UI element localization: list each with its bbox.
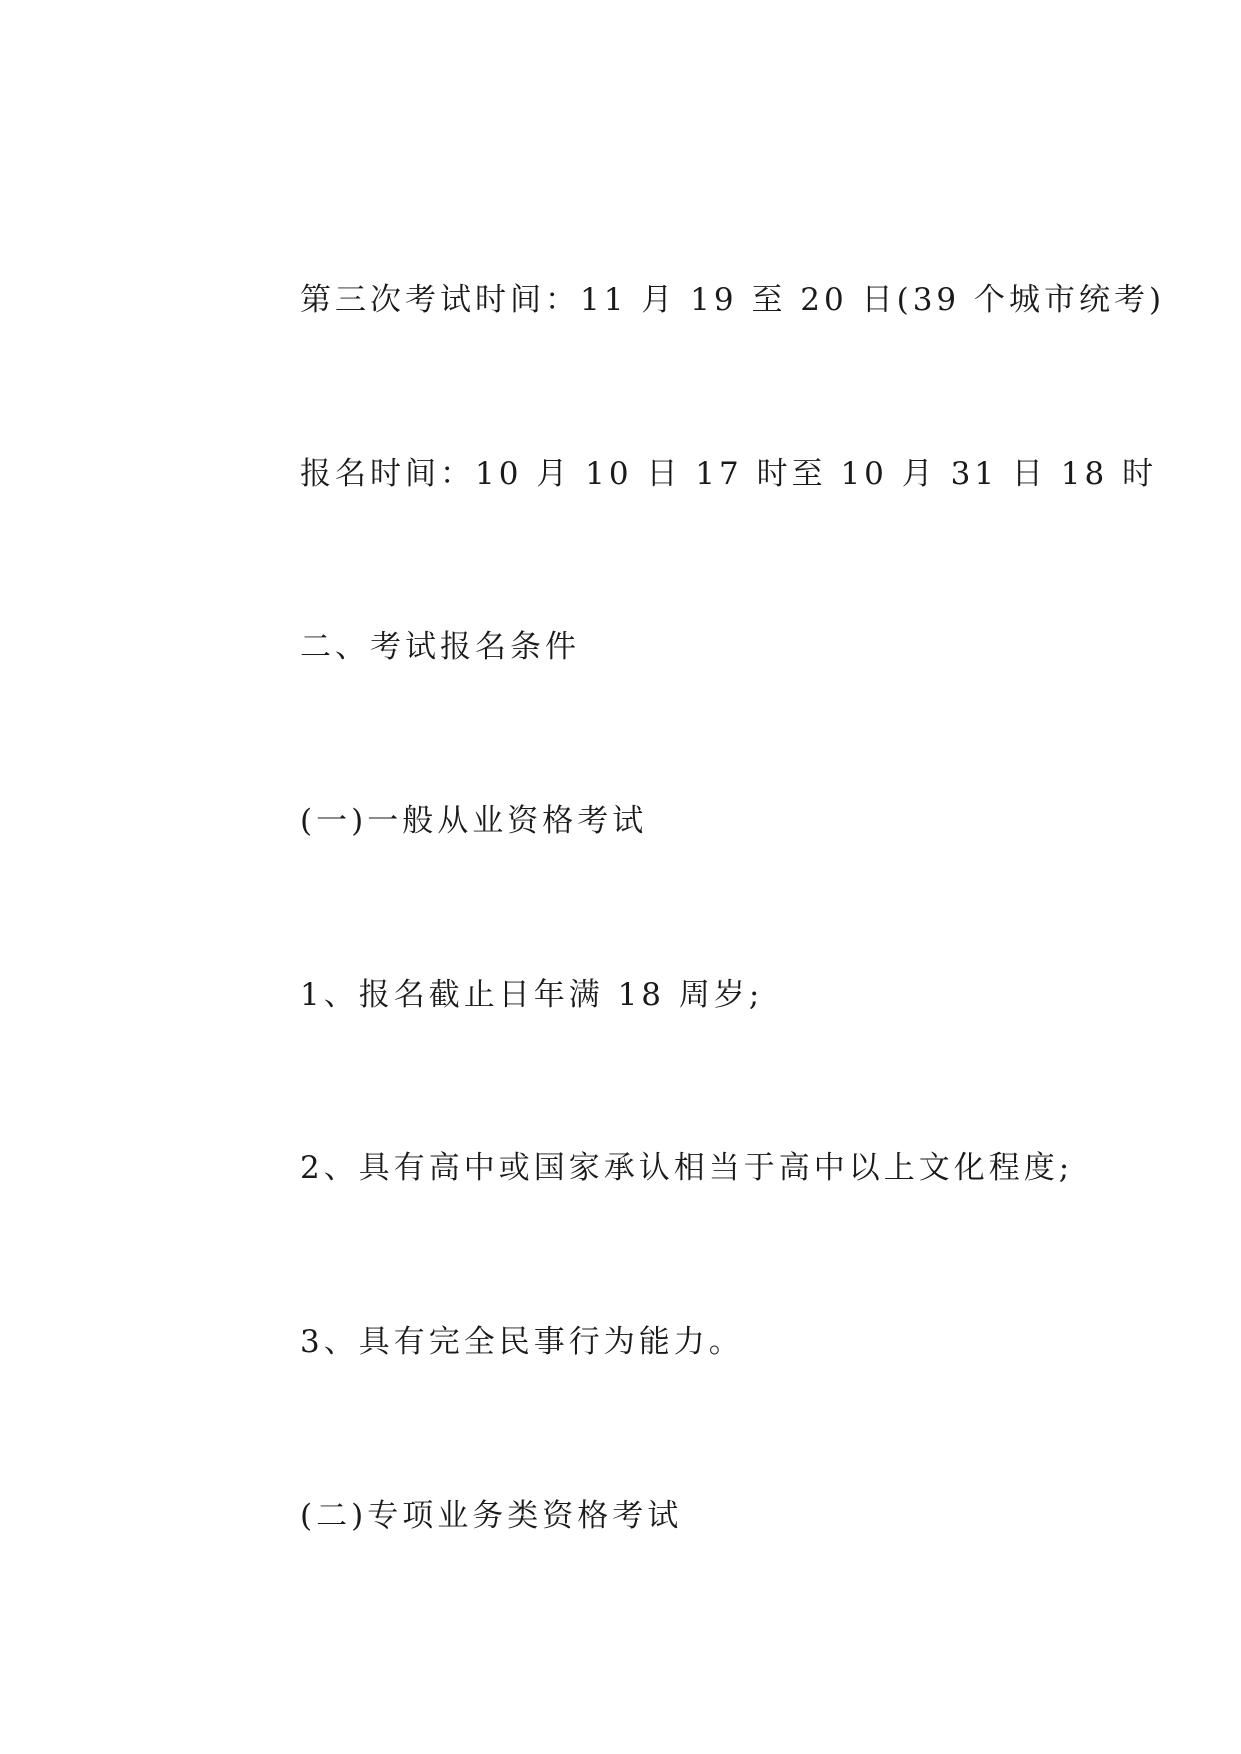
subsection-heading-general-qualification: (一)一般从业资格考试 [300,803,648,839]
paragraph-registration-time: 报名时间：10 月 10 日 17 时至 10 月 31 日 18 时 [300,456,1158,492]
list-item-condition-3: 3、具有完全民事行为能力。 [300,1324,744,1360]
list-item-condition-1: 1、报名截止日年满 18 周岁; [300,977,764,1013]
subsection-heading-special-business-qualification: (二)专项业务类资格考试 [300,1498,683,1534]
list-item-condition-2: 2、具有高中或国家承认相当于高中以上文化程度; [300,1150,1074,1186]
section-heading-registration-conditions: 二、考试报名条件 [300,629,580,665]
paragraph-third-exam-time: 第三次考试时间：11 月 19 至 20 日(39 个城市统考) [300,282,1166,318]
